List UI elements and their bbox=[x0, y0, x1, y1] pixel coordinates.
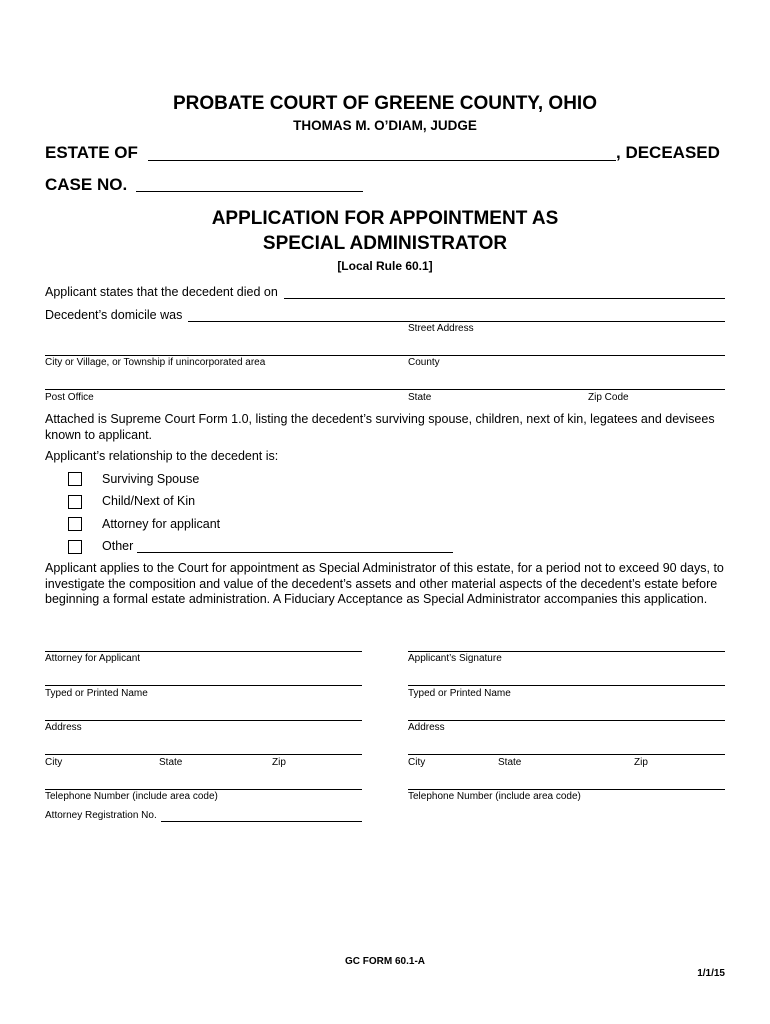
applicant-name-line[interactable] bbox=[408, 685, 725, 686]
attorney-for-applicant-caption: Attorney for Applicant bbox=[45, 653, 141, 664]
other-checkbox[interactable] bbox=[68, 540, 82, 554]
post-office-caption: Post Office bbox=[45, 392, 94, 403]
street-address-caption: Street Address bbox=[408, 323, 474, 334]
domicile-label: Decedent’s domicile was bbox=[45, 308, 183, 322]
attorney-zip-caption: Zip bbox=[272, 757, 286, 768]
attorney-address-caption: Address bbox=[45, 722, 82, 733]
relationship-prompt: Applicant’s relationship to the decedent is: bbox=[45, 449, 279, 463]
form-number: GC FORM 60.1-A bbox=[344, 956, 425, 967]
attorney-signature-line[interactable] bbox=[45, 651, 362, 652]
attorney-address-line[interactable] bbox=[45, 720, 362, 721]
applicant-signature-caption: Applicant’s Signature bbox=[408, 653, 502, 664]
child-next-of-kin-label: Child/Next of Kin bbox=[102, 494, 196, 508]
applicant-city-caption: City bbox=[408, 757, 426, 768]
applicant-signature-line[interactable] bbox=[408, 651, 725, 652]
applicant-state-caption: State bbox=[498, 757, 522, 768]
form-title-line2: SPECIAL ADMINISTRATOR bbox=[262, 233, 508, 254]
attorney-state-caption: State bbox=[159, 757, 183, 768]
other-field[interactable] bbox=[137, 552, 453, 553]
applies-paragraph: Applicant applies to the Court for appointment as Special Administrator of this estate, for a period not to exceed 90 days, to investigate the composition and value of the decedent’s assets and other material aspects of the decedent’s estate before beginning a formal estate administration. A Fiduciary Acceptance as Special Administrator accompanies this application. bbox=[45, 561, 724, 606]
estate-of-label: ESTATE OF bbox=[45, 143, 138, 162]
post-office-field[interactable] bbox=[45, 389, 725, 390]
attorney-city-line[interactable] bbox=[45, 754, 362, 755]
applicant-telephone-line[interactable] bbox=[408, 789, 725, 790]
applicant-typed-name-caption: Typed or Printed Name bbox=[408, 688, 511, 699]
attorney-name-line[interactable] bbox=[45, 685, 362, 686]
case-no-field[interactable] bbox=[136, 191, 363, 192]
applicant-address-line[interactable] bbox=[408, 720, 725, 721]
attached-paragraph: Attached is Supreme Court Form 1.0, listing the decedent’s surviving spouse, children, next of kin, legatees and devisees known to applicant. bbox=[45, 412, 715, 442]
surviving-spouse-label: Surviving Spouse bbox=[102, 472, 200, 486]
applicant-city-line[interactable] bbox=[408, 754, 725, 755]
form-title-line1: APPLICATION FOR APPOINTMENT AS bbox=[211, 208, 559, 229]
case-no-label: CASE NO. bbox=[45, 175, 128, 194]
surviving-spouse-checkbox[interactable] bbox=[68, 472, 82, 486]
attorney-telephone-caption: Telephone Number (include area code) bbox=[45, 791, 218, 802]
judge-name: THOMAS M. O’DIAM, JUDGE bbox=[293, 118, 477, 133]
state-caption: State bbox=[408, 392, 432, 403]
date-of-death-field[interactable] bbox=[284, 298, 725, 299]
city-village-caption: City or Village, or Township if unincorporated area bbox=[45, 357, 266, 368]
attorney-registration-field[interactable] bbox=[161, 821, 362, 822]
applicant-address-caption: Address bbox=[408, 722, 445, 733]
attorney-registration-label: Attorney Registration No. bbox=[45, 810, 157, 821]
attorney-telephone-line[interactable] bbox=[45, 789, 362, 790]
zip-code-caption: Zip Code bbox=[588, 392, 629, 403]
child-next-of-kin-checkbox[interactable] bbox=[68, 495, 82, 509]
attorney-checkbox[interactable] bbox=[68, 517, 82, 531]
attorney-typed-name-caption: Typed or Printed Name bbox=[45, 688, 148, 699]
other-label: Other bbox=[102, 539, 134, 553]
local-rule: [Local Rule 60.1] bbox=[337, 259, 433, 273]
applicant-telephone-caption: Telephone Number (include area code) bbox=[408, 791, 581, 802]
estate-name-field[interactable] bbox=[148, 160, 616, 161]
city-county-field[interactable] bbox=[45, 355, 725, 356]
form-date: 1/1/15 bbox=[697, 968, 725, 979]
attorney-city-caption: City bbox=[45, 757, 63, 768]
county-caption: County bbox=[408, 357, 440, 368]
attorney-label: Attorney for applicant bbox=[102, 517, 221, 531]
died-on-label: Applicant states that the decedent died on bbox=[45, 285, 278, 299]
applicant-zip-caption: Zip bbox=[634, 757, 648, 768]
court-title: PROBATE COURT OF GREENE COUNTY, OHIO bbox=[172, 93, 597, 114]
street-address-field[interactable] bbox=[188, 321, 725, 322]
deceased-label: , DECEASED bbox=[616, 143, 720, 162]
